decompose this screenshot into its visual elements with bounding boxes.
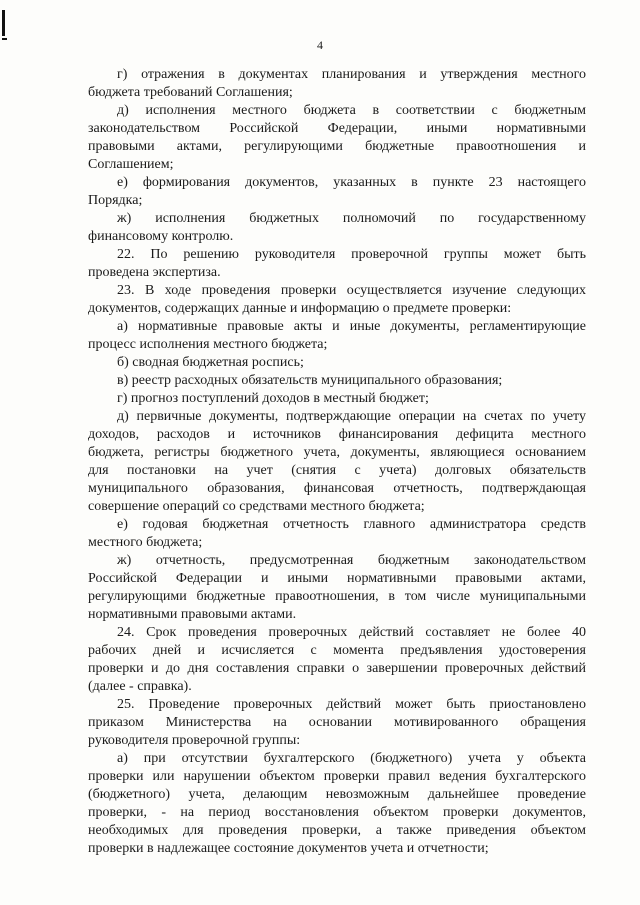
- text-line: приказом Министерства на основании мотивированного обращения: [88, 715, 586, 730]
- text-line: (бюджетного) учета, делающим невозможным дальнейшее проведение: [88, 787, 586, 802]
- text-line: 22. По решению руководителя проверочной группы может быть: [117, 247, 586, 262]
- text-line: нормативными правовыми актами.: [88, 607, 297, 622]
- text-line: проверки в надлежащее состояние документов учета и отчетности;: [88, 841, 489, 856]
- text-line: а) при отсутствии бухгалтерского (бюджетного) учета у объекта: [117, 751, 586, 766]
- text-line: совершение операций со средствами местного бюджета;: [88, 499, 425, 514]
- text-line: Соглашением;: [88, 157, 174, 172]
- text-line: 23. В ходе проведения проверки осуществляется изучение следующих: [117, 283, 586, 298]
- text-line: а) нормативные правовые акты и иные документы, регламентирующие: [117, 319, 586, 334]
- text-line: доходов, расходов и источников финансирования дефицита местного: [88, 427, 586, 442]
- text-line: руководителя проверочной группы:: [88, 733, 301, 748]
- text-line: е) годовая бюджетная отчетность главного администратора средств: [117, 517, 586, 532]
- text-line: проведена экспертиза.: [88, 265, 221, 280]
- text-line: рабочих дней и исчисляется с момента предъявления удостоверения: [88, 643, 586, 658]
- text-line: проверки или нарушении объектом проверки правил ведения бухгалтерского: [88, 769, 586, 784]
- text-line: 24. Срок проведения проверочных действий составляет не более 40: [117, 625, 586, 640]
- text-line: бюджета требований Соглашения;: [88, 85, 293, 100]
- text-line: процесс исполнения местного бюджета;: [88, 337, 328, 352]
- document-body: [88, 66, 586, 858]
- text-line: б) сводная бюджетная роспись;: [117, 355, 304, 370]
- text-line: муниципального образования, финансовая отчетность, подтверждающая: [88, 481, 586, 496]
- text-line: для постановки на учет (снятия с учета) долговых обязательств: [88, 463, 586, 478]
- text-line: ж) исполнения бюджетных полномочий по государственному: [117, 211, 586, 226]
- text-line: местного бюджета;: [88, 535, 203, 550]
- text-line: е) формирования документов, указанных в пункте 23 настоящего: [117, 175, 586, 190]
- text-line: д) первичные документы, подтверждающие операции на счетах по учету: [117, 409, 586, 424]
- text-line: Порядка;: [88, 193, 143, 208]
- text-line: ж) отчетность, предусмотренная бюджетным законодательством: [117, 553, 586, 568]
- text-line: документов, содержащих данные и информацию о предмете проверки:: [88, 301, 512, 316]
- text-line: Российской Федерации и иными нормативными правовыми актами,: [88, 571, 586, 586]
- text-line: финансовому контролю.: [88, 229, 234, 244]
- scan-edge-mark: [2, 10, 5, 36]
- text-line: в) реестр расходных обязательств муниципального образования;: [117, 373, 503, 388]
- text-line: (далее - справка).: [88, 679, 192, 694]
- text-line: г) прогноз поступлений доходов в местный бюджет;: [117, 391, 429, 406]
- text-line: правовыми актами, регулирующими бюджетные правоотношения и: [88, 139, 586, 154]
- text-line: регулирующими бюджетные правоотношения, в том числе муниципальными: [88, 589, 586, 604]
- text-line: проверки и до дня составления справки о завершении проверочных действий: [88, 661, 586, 676]
- text-line: проверки, - на период восстановления объектом проверки документов,: [88, 805, 586, 820]
- text-line: д) исполнения местного бюджета в соответствии с бюджетным: [117, 103, 586, 118]
- page-number: 4: [317, 38, 323, 52]
- text-line: 25. Проведение проверочных действий может быть приостановлено: [117, 697, 586, 712]
- text-line: г) отражения в документах планирования и утверждения местного: [117, 67, 586, 82]
- text-line: необходимых для проведения проверки, а также приведения объектом: [88, 823, 586, 838]
- text-line: законодательством Российской Федерации, иными нормативными: [88, 121, 586, 136]
- text-line: бюджета, регистры бюджетного учета, документы, являющиеся основанием: [88, 445, 586, 460]
